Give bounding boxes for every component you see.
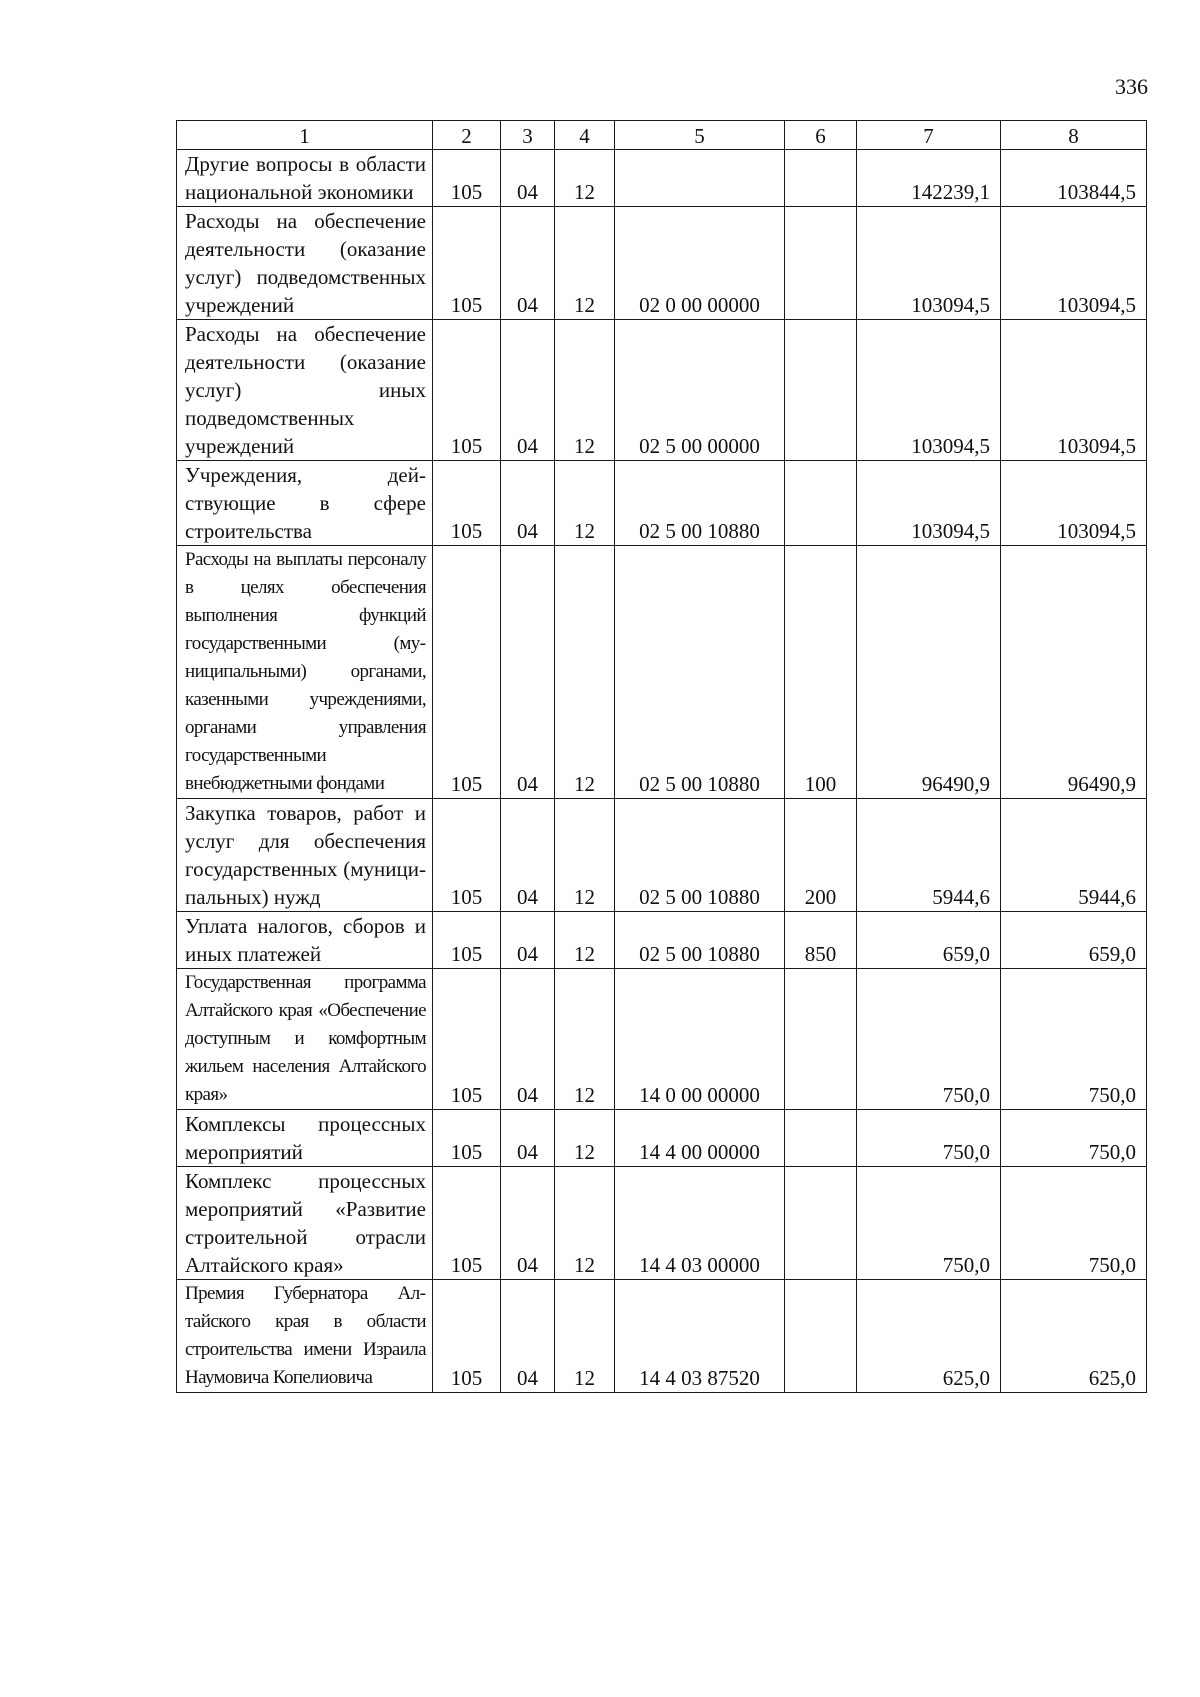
row-section-code: 04 bbox=[501, 461, 555, 546]
row-subsection-code: 12 bbox=[555, 320, 615, 461]
row-section-code: 04 bbox=[501, 1110, 555, 1167]
row-ministry-code: 105 bbox=[433, 207, 501, 320]
table-row bbox=[177, 912, 1147, 969]
row-name: Комплекс процессных мероприятий «Развитие строительной отрасли Алтайского края» bbox=[177, 1167, 433, 1280]
column-header-7: 7 bbox=[857, 121, 1001, 150]
table-row bbox=[177, 1167, 1147, 1280]
row-expense-type bbox=[785, 461, 857, 546]
table-row bbox=[177, 1110, 1147, 1167]
row-section-code: 04 bbox=[501, 799, 555, 912]
row-section-code: 04 bbox=[501, 207, 555, 320]
row-ministry-code: 105 bbox=[433, 969, 501, 1110]
row-target-article: 02 5 00 10880 bbox=[615, 461, 785, 546]
row-amount-8: 750,0 bbox=[1001, 1167, 1147, 1280]
row-amount-7: 750,0 bbox=[857, 1110, 1001, 1167]
row-subsection-code: 12 bbox=[555, 912, 615, 969]
row-name: Учреждения, действующие в сфере строительства bbox=[177, 461, 433, 546]
row-amount-7: 750,0 bbox=[857, 969, 1001, 1110]
row-subsection-code: 12 bbox=[555, 150, 615, 207]
row-name: Премия Губернатора Алтайского края в области строительства имени Израила Наумовича Копелиовича bbox=[177, 1280, 433, 1393]
column-header-8: 8 bbox=[1001, 121, 1147, 150]
row-expense-type bbox=[785, 1110, 857, 1167]
row-amount-8: 659,0 bbox=[1001, 912, 1147, 969]
table-row bbox=[177, 150, 1147, 207]
row-amount-8: 103094,5 bbox=[1001, 207, 1147, 320]
row-expense-type bbox=[785, 1280, 857, 1393]
table-header-row bbox=[177, 121, 1147, 150]
row-section-code: 04 bbox=[501, 912, 555, 969]
row-section-code: 04 bbox=[501, 546, 555, 799]
budget-table bbox=[176, 120, 1147, 1393]
row-expense-type: 100 bbox=[785, 546, 857, 799]
row-amount-7: 659,0 bbox=[857, 912, 1001, 969]
row-subsection-code: 12 bbox=[555, 969, 615, 1110]
row-target-article bbox=[615, 150, 785, 207]
row-amount-8: 103094,5 bbox=[1001, 461, 1147, 546]
row-target-article: 14 4 03 87520 bbox=[615, 1280, 785, 1393]
row-name: Расходы на обеспечение деятельности (оказание услуг) иных подведомственных учреждений bbox=[177, 320, 433, 461]
table-row bbox=[177, 969, 1147, 1110]
row-expense-type: 200 bbox=[785, 799, 857, 912]
row-name: Закупка товаров, работ и услуг для обеспечения государственных (муниципальных) нужд bbox=[177, 799, 433, 912]
row-amount-8: 103094,5 bbox=[1001, 320, 1147, 461]
row-expense-type bbox=[785, 150, 857, 207]
row-subsection-code: 12 bbox=[555, 546, 615, 799]
row-amount-7: 625,0 bbox=[857, 1280, 1001, 1393]
row-subsection-code: 12 bbox=[555, 1167, 615, 1280]
column-header-5: 5 bbox=[615, 121, 785, 150]
table-row bbox=[177, 799, 1147, 912]
row-ministry-code: 105 bbox=[433, 799, 501, 912]
row-ministry-code: 105 bbox=[433, 912, 501, 969]
table-row bbox=[177, 320, 1147, 461]
table-row bbox=[177, 461, 1147, 546]
column-header-6: 6 bbox=[785, 121, 857, 150]
row-expense-type bbox=[785, 1167, 857, 1280]
row-name: Расходы на обеспечение деятельности (оказание услуг) подведомственных учреждений bbox=[177, 207, 433, 320]
row-section-code: 04 bbox=[501, 150, 555, 207]
row-section-code: 04 bbox=[501, 320, 555, 461]
row-expense-type bbox=[785, 207, 857, 320]
column-header-1: 1 bbox=[177, 121, 433, 150]
row-name: Другие вопросы в области национальной экономики bbox=[177, 150, 433, 207]
page-number: 336 bbox=[1115, 74, 1148, 99]
row-ministry-code: 105 bbox=[433, 546, 501, 799]
row-expense-type: 850 bbox=[785, 912, 857, 969]
row-name: Государственная программа Алтайского края «Обеспечение доступным и комфортным жильем населения Алтайского края» bbox=[177, 969, 433, 1110]
row-subsection-code: 12 bbox=[555, 799, 615, 912]
row-amount-8: 750,0 bbox=[1001, 969, 1147, 1110]
row-section-code: 04 bbox=[501, 969, 555, 1110]
row-subsection-code: 12 bbox=[555, 461, 615, 546]
row-ministry-code: 105 bbox=[433, 1110, 501, 1167]
row-target-article: 14 0 00 00000 bbox=[615, 969, 785, 1110]
row-ministry-code: 105 bbox=[433, 150, 501, 207]
row-amount-7: 103094,5 bbox=[857, 320, 1001, 461]
row-amount-7: 750,0 bbox=[857, 1167, 1001, 1280]
row-ministry-code: 105 bbox=[433, 1280, 501, 1393]
row-name: Комплексы процессных мероприятий bbox=[177, 1110, 433, 1167]
row-amount-8: 96490,9 bbox=[1001, 546, 1147, 799]
row-ministry-code: 105 bbox=[433, 1167, 501, 1280]
row-expense-type bbox=[785, 320, 857, 461]
row-amount-7: 96490,9 bbox=[857, 546, 1001, 799]
row-ministry-code: 105 bbox=[433, 461, 501, 546]
table-row bbox=[177, 207, 1147, 320]
column-header-4: 4 bbox=[555, 121, 615, 150]
row-section-code: 04 bbox=[501, 1167, 555, 1280]
row-target-article: 02 0 00 00000 bbox=[615, 207, 785, 320]
row-amount-7: 103094,5 bbox=[857, 207, 1001, 320]
column-header-2: 2 bbox=[433, 121, 501, 150]
row-target-article: 02 5 00 10880 bbox=[615, 546, 785, 799]
row-subsection-code: 12 bbox=[555, 207, 615, 320]
row-subsection-code: 12 bbox=[555, 1280, 615, 1393]
table-row bbox=[177, 546, 1147, 799]
row-amount-8: 5944,6 bbox=[1001, 799, 1147, 912]
row-amount-7: 142239,1 bbox=[857, 150, 1001, 207]
row-amount-8: 103844,5 bbox=[1001, 150, 1147, 207]
row-subsection-code: 12 bbox=[555, 1110, 615, 1167]
table-row bbox=[177, 1280, 1147, 1393]
row-target-article: 14 4 03 00000 bbox=[615, 1167, 785, 1280]
row-name: Уплата налогов, сборов и иных платежей bbox=[177, 912, 433, 969]
row-target-article: 02 5 00 00000 bbox=[615, 320, 785, 461]
row-amount-8: 750,0 bbox=[1001, 1110, 1147, 1167]
row-amount-7: 103094,5 bbox=[857, 461, 1001, 546]
column-header-3: 3 bbox=[501, 121, 555, 150]
row-target-article: 02 5 00 10880 bbox=[615, 912, 785, 969]
row-target-article: 02 5 00 10880 bbox=[615, 799, 785, 912]
row-section-code: 04 bbox=[501, 1280, 555, 1393]
row-amount-7: 5944,6 bbox=[857, 799, 1001, 912]
row-target-article: 14 4 00 00000 bbox=[615, 1110, 785, 1167]
row-ministry-code: 105 bbox=[433, 320, 501, 461]
row-name: Расходы на выплаты персоналу в целях обеспечения выполнения функций государственными (муниципальными) органами, казенными учреждениями, органами управления государственными внебюджетными фондами bbox=[177, 546, 433, 799]
row-expense-type bbox=[785, 969, 857, 1110]
row-amount-8: 625,0 bbox=[1001, 1280, 1147, 1393]
